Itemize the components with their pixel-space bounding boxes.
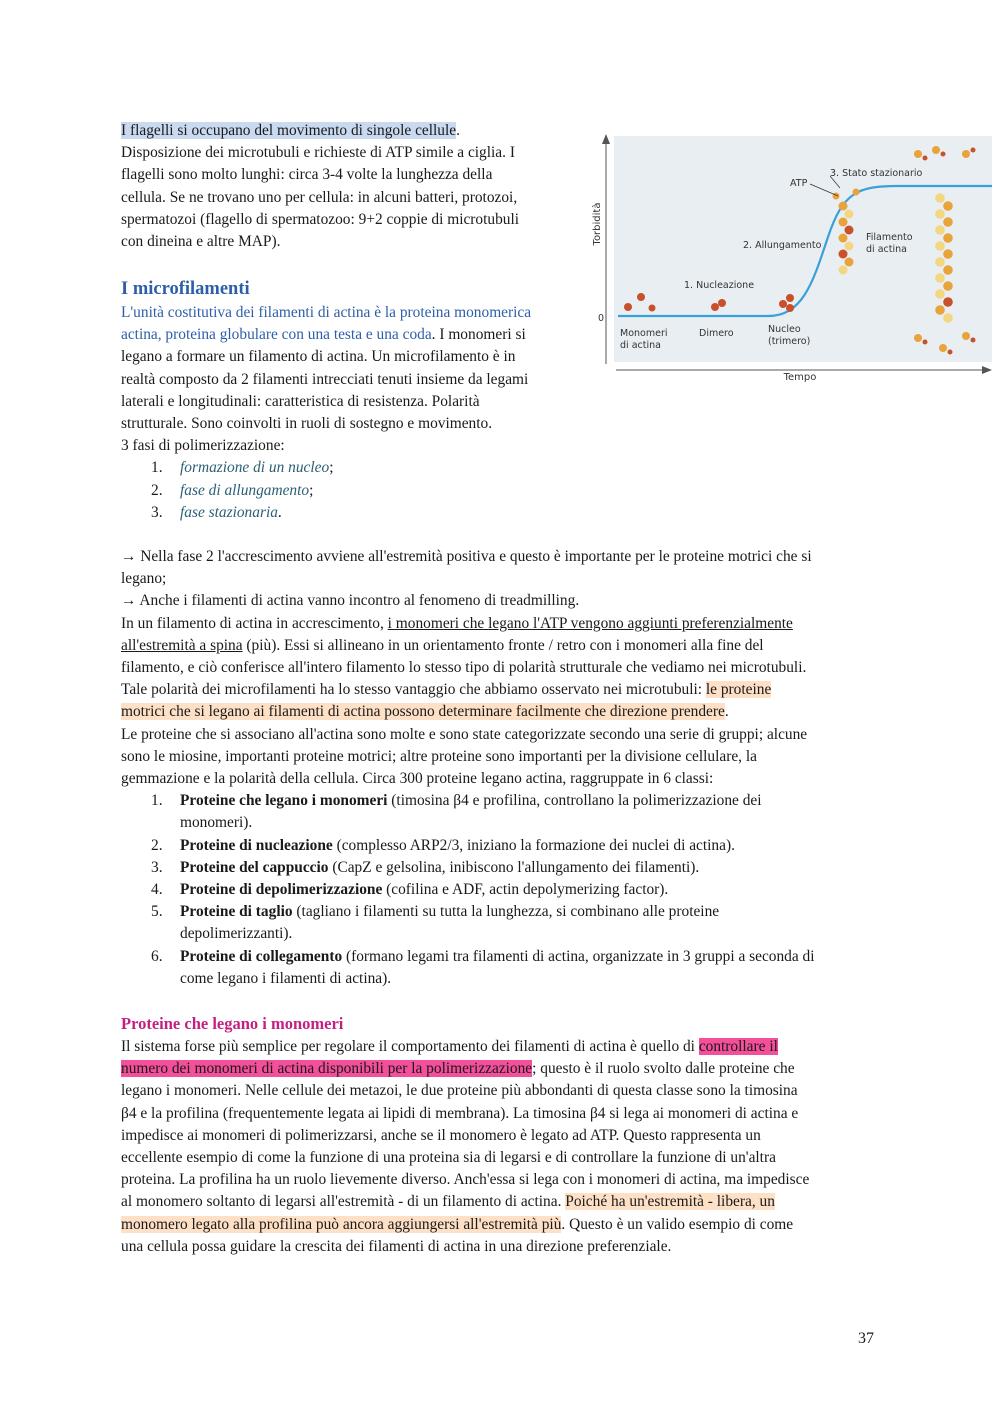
phases-list <box>121 457 581 524</box>
flagelli-line: flagelli sono molto lunghi: circa 3-4 volte la lunghezza della <box>121 166 493 184</box>
label-monomeri-2: di actina <box>620 340 661 351</box>
x-axis-arrow-icon <box>982 366 992 374</box>
label-filamento-1: Filamento <box>866 232 913 243</box>
list-item: 5. Proteine di taglio (tagliano i filamenti su tutta la lunghezza, si combinano alle proteine depolimerizzanti). <box>151 903 720 943</box>
label-nucleo-2: (trimero) <box>768 336 811 347</box>
list-item: 6. Proteine di collegamento (formano legami tra filamenti di actina, organizzate in 3 gruppi a seconda di come legano i filamenti di actina). <box>151 947 815 987</box>
y-axis-label: Torbidità <box>592 202 603 246</box>
list-item: 2. Proteine di nucleazione (complesso ARP2/3, iniziano la formazione dei nuclei di actina). <box>151 836 735 854</box>
list-item: 3. Proteine del cappuccio (CapZ e gelsolina, inibiscono l'allungamento dei filamenti). <box>151 858 700 876</box>
microfilamenti-heading: I microfilamenti <box>121 279 250 299</box>
classes-list <box>121 790 891 990</box>
x-axis-label: Tempo <box>783 372 817 383</box>
label-nucleo-1: Nucleo <box>768 324 801 335</box>
microfilamenti-paragraph: L'unità costitutiva dei filamenti di actina è la proteina monomerica actina, proteina globulare con una testa e una coda. I monomeri si legano a formare un filamento di actina. Un microfilamento è in realtà composto da 2 filamenti intrecciati tenuti insieme da legami laterali e longitudinali: caratteristica di resistenza. Polarità strutturale. Sono coinvolti in ruoli di sostegno e movimento. 3 fasi di polimerizzazione: 1. formazione di un nucleo; 2. fase di allungamento; 3. fase stazionaria. <box>121 302 581 524</box>
label-atp: ATP <box>790 178 808 189</box>
flagelli-paragraph: I flagelli si occupano del movimento di singole cellule. Disposizione dei microtubuli e richieste di ATP simile a ciglia. I flagelli sono molto lunghi: circa 3-4 volte la lunghezza della cellula. Se ne trovano uno per cellula: in alcuni batteri, protozoi, spermatozoi (flagello di spermatozoo: 9+2 coppie di microtubuli con dineina e altre MAP). <box>121 120 571 253</box>
flagelli-line: spermatozoi (flagello di spermatozoo: 9+2 coppie di microtubuli <box>121 210 520 228</box>
list-item: 1. Proteine che legano i monomeri (timosina β4 e profilina, controllano la polimerizzazione dei monomeri). <box>151 792 762 832</box>
flagelli-highlight: I flagelli si occupano del movimento di singole cellule <box>121 122 457 139</box>
list-item: 1. formazione di un nucleo; <box>151 459 334 477</box>
list-item: 2. fase di allungamento; <box>151 481 314 499</box>
page-number: 37 <box>858 1330 874 1347</box>
label-dimero: Dimero <box>699 328 734 339</box>
list-item: 3. fase stazionaria. <box>151 503 282 521</box>
label-allungamento: 2. Allungamento <box>743 240 822 251</box>
label-stato-stazionario: 3. Stato stazionario <box>830 168 923 179</box>
label-nucleazione: 1. Nucleazione <box>684 280 755 291</box>
monomeri-paragraph: Il sistema forse più semplice per regolare il comportamento dei filamenti di actina è quello di controllare il numero dei monomeri di actina disponibili per la polimerizzazione; questo è il ruolo svolto dalle proteine che legano i monomeri. Nelle cellule dei metazoi, le due proteine più abbondanti di questa classe sono la timosina β4 e la profilina (frequentemente legata ai lipidi di membrana). La timosina β4 si lega ai monomeri di actina e impedisce ai monomeri di polimerizzarsi, anche se il monomero è legato ad ATP. Questo rappresenta un eccellente esempio di come la funzione di una proteina sia di legarsi e di controllare la funzione di un'altra proteina. La profilina ha un ruolo lievemente diverso. Anch'essa si lega con i monomeri di actina, ma impedisce al monomero soltanto di legarsi all'estremità - di un filamento di actina. Poiché ha un'estremità - libera, un monomero legato alla profilina può ancora aggiungersi all'estremità più. Questo è un valido esempio di come una cellula possa guidare la crescita dei filamenti di actina in una direzione preferenziale. <box>121 1038 810 1255</box>
flagelli-line: Disposizione dei microtubuli e richieste di ATP simile a ciglia. I <box>121 144 515 162</box>
zero-label: 0 <box>597 313 604 324</box>
body-section: → Nella fase 2 l'accrescimento avviene all'estremità positiva e questo è importante per le proteine motrici che si legano; → Anche i filamenti di actina vanno incontro al fenomeno di treadmilling. In un filamento di actina in accrescimento, i monomeri che legano l'ATP vengono aggiunti preferenzialmente all'estremità a spina (più). Essi si allineano in un orientamento fronte / retro con i monomeri alla fine del filamento, e ciò conferisce all'intero filamento lo stesso tipo di polarità strutturale che vediamo nei microtubuli. Tale polarità dei microfilamenti ha lo stesso vantaggio che abbiamo osservato nei microtubuli: le proteine motrici che si legano ai filamenti di actina possono determinare facilmente che direzione prendere. Le proteine che si associano all'actina sono molte e sono state categorizzate secondo una serie di gruppi; alcune sono le miosine, importanti proteine motrici; altre proteine sono importanti per la divisione cellulare, la gemmazione e la polarità della cellula. Circa 300 proteine legano actina, raggruppate in 6 classi: 1. Proteine che legano i monomeri (timosina β4 e profilina, controllano la polimerizzazione dei monomeri). 2. Proteine di nucleazione (complesso ARP2/3, iniziano la formazione dei nuclei di actina). 3. Proteine del cappuccio (CapZ e gelsolina, inibiscono l'allungamento dei filamenti). 4. Proteine di depolimerizzazione (cofilina e ADF, actin depolymerizing factor). 5. Proteine di taglio (tagliano i filamenti su tutta la lunghezza, si combinano alle proteine depolimerizzanti). 6. Proteine di collegamento (formano legami tra filamenti di actina, organizzate in 3 gruppi a seconda di come legano i filamenti di actina). <box>121 546 891 990</box>
y-axis-arrow-icon <box>602 134 610 144</box>
microfilamenti-blue-line: L'unità costitutiva dei filamenti di actina è la proteina monomerica <box>121 304 532 321</box>
polymerization-figure <box>588 132 994 386</box>
flagelli-line: con dineina e altre MAP). <box>121 233 281 251</box>
monomeri-heading: Proteine che legano i monomeri <box>121 1014 344 1033</box>
list-item: 4. Proteine di depolimerizzazione (cofilina e ADF, actin depolymerizing factor). <box>151 881 669 899</box>
flagelli-line: cellula. Se ne trovano uno per cellula: in alcuni batteri, protozoi, <box>121 188 518 206</box>
label-monomeri-1: Monomeri <box>620 328 668 339</box>
label-filamento-2: di actina <box>866 244 907 255</box>
